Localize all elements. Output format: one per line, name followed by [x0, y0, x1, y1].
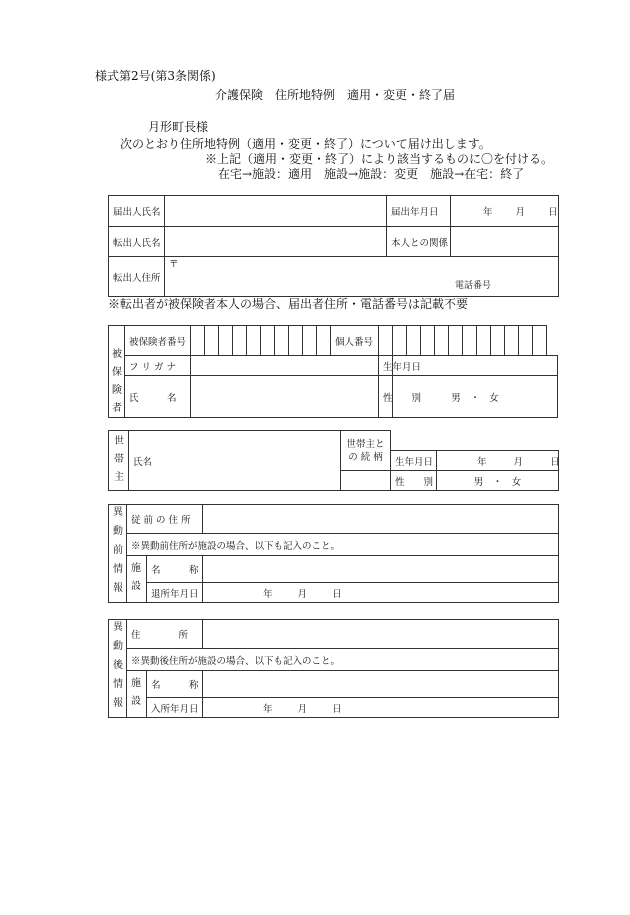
- personal-digit[interactable]: [463, 326, 477, 356]
- relation-label: 本人との関係: [387, 227, 451, 257]
- before-facility-name-label: 名 称: [147, 556, 203, 583]
- personal-digit[interactable]: [379, 326, 393, 356]
- household-name-cell[interactable]: [129, 431, 341, 491]
- notifier-name-field[interactable]: [165, 196, 387, 227]
- insured-digit[interactable]: [205, 326, 219, 356]
- insured-digit[interactable]: [289, 326, 303, 356]
- personal-digit[interactable]: [505, 326, 519, 356]
- after-side-label: 異動後情報: [109, 620, 127, 718]
- insured-digit[interactable]: [233, 326, 247, 356]
- insured-table: [108, 325, 558, 418]
- after-address-field[interactable]: [203, 620, 559, 649]
- personal-digit[interactable]: [407, 326, 421, 356]
- mover-address-field[interactable]: [165, 257, 559, 297]
- form-title: 介護保険 住所地特例 適用・変更・終了届: [215, 88, 456, 102]
- after-note: ※異動後住所が施設の場合、以下も記入のこと。: [127, 649, 559, 671]
- after-facility-name-field[interactable]: [203, 671, 559, 698]
- after-facility-label: 施設: [127, 671, 147, 718]
- household-name-label: 氏名: [133, 456, 153, 468]
- postal-mark: 〒: [169, 259, 179, 270]
- relation-field[interactable]: [451, 227, 559, 257]
- after-date-field[interactable]: [203, 698, 559, 718]
- furigana-field[interactable]: [191, 356, 379, 376]
- furigana-label: フ リ ガ ナ: [125, 356, 191, 376]
- personal-digit[interactable]: [519, 326, 533, 356]
- day-label: 日: [550, 456, 560, 468]
- insured-digit[interactable]: [247, 326, 261, 356]
- household-birth-label: 生年月日: [391, 451, 437, 471]
- before-table: [108, 504, 559, 603]
- after-facility-name-label: 名 称: [147, 671, 203, 698]
- insured-digit[interactable]: [261, 326, 275, 356]
- month-label: 月: [297, 703, 308, 715]
- insured-digit[interactable]: [317, 326, 331, 356]
- household-blank: [391, 431, 559, 451]
- insured-birth-label: 生年月日: [379, 356, 393, 376]
- personal-digit[interactable]: [449, 326, 463, 356]
- day-label: 日: [332, 703, 342, 715]
- before-facility-name-field[interactable]: [203, 556, 559, 583]
- year-label: 年: [263, 703, 273, 715]
- household-table: [108, 430, 559, 491]
- note-circle: ※上記（適用・変更・終了）により該当するものに〇を付ける。: [205, 152, 554, 166]
- before-note: ※異動前住所が施設の場合、以下も記入のこと。: [127, 534, 559, 556]
- household-relation-label: 世帯主と の 続 柄: [341, 431, 391, 471]
- before-address-label: 従 前 の 住 所: [127, 505, 203, 534]
- before-facility-label: 施設: [127, 556, 147, 603]
- address-footnote: ※転出者が被保険者本人の場合、届出者住所・電話番号は記載不要: [108, 297, 469, 311]
- year-label: 年: [483, 207, 493, 218]
- before-date-field[interactable]: [203, 583, 559, 603]
- before-address-field[interactable]: [203, 505, 559, 534]
- day-label: 日: [332, 588, 342, 600]
- insured-sex-label: 性 別: [379, 376, 393, 418]
- household-birth-field[interactable]: [437, 451, 559, 471]
- insured-name-field[interactable]: [191, 376, 379, 418]
- phone-label: 電話番号: [455, 281, 492, 291]
- notifier-name-label: 届出人氏名: [109, 196, 165, 227]
- notify-date-field[interactable]: [451, 196, 559, 227]
- insured-digit[interactable]: [219, 326, 233, 356]
- household-side-label: 世帯主: [109, 431, 129, 491]
- note-types: 在宅→施設：適用 施設→施設：変更 施設→在宅：終了: [218, 167, 525, 181]
- notifier-table: [108, 195, 559, 297]
- month-label: 月: [297, 588, 308, 600]
- after-table: [108, 619, 559, 718]
- personal-digit[interactable]: [491, 326, 505, 356]
- insured-sex-field[interactable]: 男 ・ 女: [393, 376, 558, 418]
- personal-digit[interactable]: [477, 326, 491, 356]
- after-address-label: 住 所: [127, 620, 203, 649]
- month-label: 月: [513, 456, 524, 468]
- personal-digit[interactable]: [435, 326, 449, 356]
- insured-digit[interactable]: [275, 326, 289, 356]
- before-side-label: 異動前情報: [109, 505, 127, 603]
- personal-digit[interactable]: [393, 326, 407, 356]
- intro-text: 次のとおり住所地特例（適用・変更・終了）について届け出します。: [120, 137, 491, 151]
- addressee: 月形町長様: [148, 120, 209, 134]
- insured-side-label: 被保険者: [109, 326, 125, 418]
- household-relation-field[interactable]: [341, 471, 391, 491]
- year-label: 年: [477, 456, 487, 468]
- insured-digit[interactable]: [303, 326, 317, 356]
- month-label: 月: [515, 207, 526, 218]
- notify-date-label: 届出年月日: [387, 196, 451, 227]
- mover-name-label: 転出人氏名: [109, 227, 165, 257]
- insured-name-label: 氏 名: [125, 376, 191, 418]
- insured-number-label: 被保険者番号: [125, 326, 191, 356]
- form-number: 様式第2号(第3条関係): [95, 69, 216, 83]
- mover-address-label: 転出人住所: [109, 257, 165, 297]
- household-sex-label: 性 別: [391, 471, 437, 491]
- personal-no-label: 個人番号: [331, 326, 379, 356]
- personal-digit[interactable]: [421, 326, 435, 356]
- after-date-label: 入所年月日: [147, 698, 203, 718]
- personal-digit[interactable]: [533, 326, 547, 356]
- mover-name-field[interactable]: [165, 227, 387, 257]
- day-label: 日: [548, 207, 558, 218]
- household-sex-field[interactable]: 男 ・ 女: [437, 471, 559, 491]
- before-date-label: 退所年月日: [147, 583, 203, 603]
- insured-digit[interactable]: [191, 326, 205, 356]
- year-label: 年: [263, 588, 273, 600]
